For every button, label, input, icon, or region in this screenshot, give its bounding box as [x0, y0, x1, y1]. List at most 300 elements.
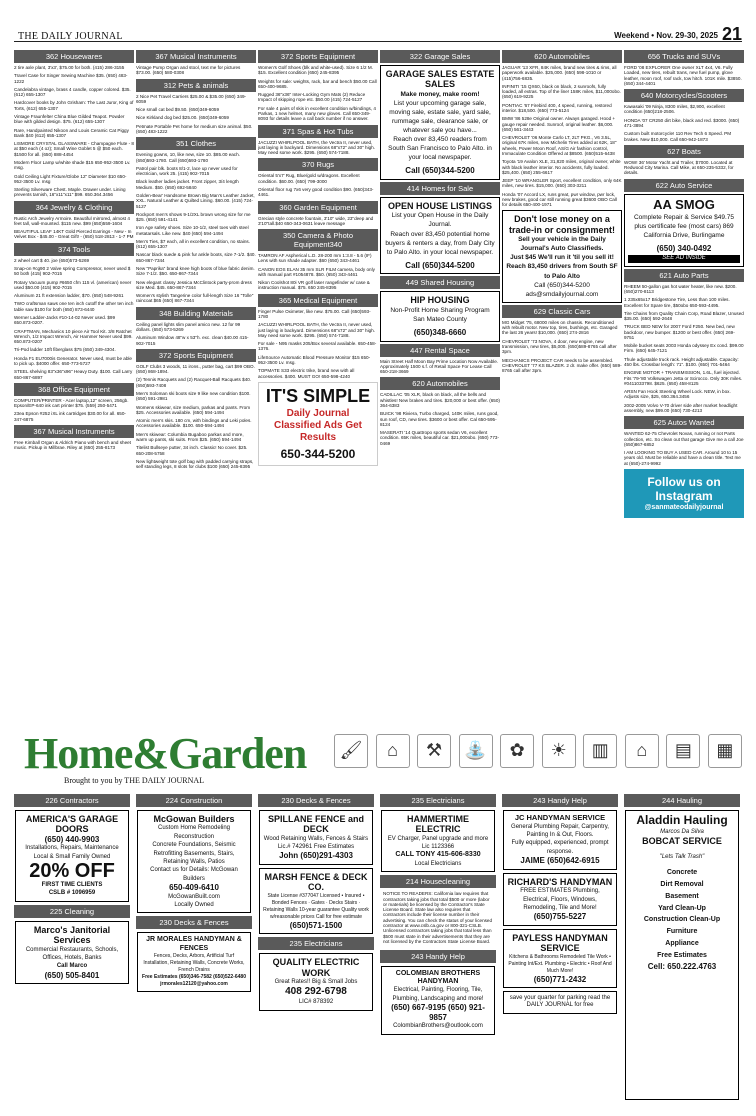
ad-deal: 20% OFF: [29, 860, 115, 883]
ad-phone: John (650)291-4303: [279, 851, 353, 861]
ad-text: State License #377047 Licensed • Insured • Bonded Fences · Gates · Decks Stairs · Retaining Walls 10-year guarantee Quality work w/reasonable prices Call for free estimate: [263, 892, 369, 920]
ad-list: [14, 216, 134, 240]
box-phone: (650)348-6660: [413, 327, 467, 337]
classified-ad: GOLF Clubs 3 woods, 11 irons., putter bag, cart $99 OBO. (650) 868-1894.: [136, 363, 255, 375]
section-header: 372 Sports Equipment: [136, 349, 256, 362]
ad-phone: (650) 440-9903: [44, 834, 100, 844]
quality-electric-ad: [259, 953, 373, 1010]
payless-handyman-ad: [503, 929, 617, 988]
classified-ad: Mobile bucket seats 2003 Honda odyssey Ex cond. $99.00 Firm. (650) 645-7121: [624, 343, 744, 354]
ad-list: [380, 392, 500, 446]
ad-call: Call Marco: [56, 963, 88, 970]
ad-list: [14, 440, 134, 451]
section-header: 235 Electricians: [380, 794, 496, 807]
ad-license: Lic 1123366: [421, 844, 455, 851]
classified-ad: PONTIAC '67 Firebird 400, 4 speed, running, restored interior. $18,500. (650) 773-5124: [502, 102, 612, 113]
ad-phone: Cell: 650.222.4763: [647, 962, 717, 972]
section-header: 627 Boats: [624, 145, 744, 158]
promo-phone: 650-344-5200: [280, 446, 356, 461]
classified-ad: Patrol pair blk. boots 8/1-2, lace up never used for electrician, work 25. (415) 902-7015: [136, 165, 238, 177]
aladdin-hauling-ad: [625, 810, 739, 1100]
classified-ad: JEEP '10 WRANGLER Sport, excellent condition, only 64K miles, new tires. $15,000. (650) 303-3211: [502, 178, 622, 189]
classified-ad: Weights for sale: weights, rack, bar and bench $50.00 Call 650-400-9685.: [258, 78, 377, 89]
classified-ad: BEAUTIFUL LEAF 14KT Gold Pierced Earrings - New - In Velvet Box - $45.00 - Great Gift! - (650) 518-2813 - 1-7 PM: [14, 229, 134, 240]
classified-ad: LifeSource Automatic Blood Pressure Monitor $15 650-952-3500 Lv. msg.: [258, 354, 371, 365]
classified-ad: Golden-Bear' Handsome Brown Big Man's Leather Jacket, XXL. Natural Leather & Quilted Lining. $60.00. (415) 724-5127: [136, 192, 255, 209]
classified-ad: FORD '08 EXPLORER One owner XLT 4x4, V6. Fully Loaded, new tires, rebuilt trans, new fuel pump, glove leather, moon roof, roof rack, tow hitch. 101K mile. $3850. (650) 344-4401: [624, 65, 742, 86]
section-header: 360 Garden Equipment: [258, 201, 378, 214]
instagram-handle: @sanmateodailyjournal: [644, 503, 724, 511]
classified-ad: 2002-2005 Volvo V-70 driver side after market headlight assembly, new $99.00 (650) 730-4213: [624, 402, 738, 413]
box-reach: Reach over 83,450 readers from South San Francisco to Palo Alto. in your local newspaper.: [388, 136, 492, 162]
ad-list: [502, 320, 622, 374]
ad-text: Commercial Restaurants, Schools, Offices, Hotels, Banks: [25, 946, 119, 961]
box-title: Don't lose money on a trade-in or consignment!: [508, 214, 615, 235]
page-header: [14, 24, 742, 44]
roof-icon: ⌂: [625, 734, 659, 768]
box-tag: SEE AD INSIDE: [628, 255, 740, 262]
promo-title: IT'S SIMPLE: [265, 385, 371, 406]
classified-ad: Gold Ceiling Light Fixture/Globe 12" Diameter $10 650-952-3500 Lv. msg: [14, 173, 127, 184]
classified-ad: Rustic Arch Jewelry Armoire. Beautiful mirrored, almost 4 feet tall, wall-mounted. $115 new. $99 (650)559-1604: [14, 215, 130, 226]
bottom-column-5: [502, 792, 618, 1108]
classified-ad: Rockport men's shows 9-1/2XL brown wrong size for me $25. (650) 591-4141: [136, 211, 251, 223]
ad-list: [14, 65, 134, 198]
ad-text: EV Charger, Panel upgrade and more: [387, 835, 489, 842]
classified-ad: Aluminum Window 48"w x 53"h. exc. clean $40.00 415-902-7015: [136, 335, 249, 346]
section-header: 656 Trucks and SUVs: [624, 50, 744, 63]
ad-list: [380, 359, 500, 375]
service-icons: [334, 734, 742, 772]
ad-phone: (650) 667-9195 (650) 921-9857: [391, 1002, 485, 1022]
ad-text: Great Rates!! Big & Small Jobs: [274, 979, 358, 986]
colombian-brothers-ad: [381, 966, 495, 1034]
section-header: 621 Auto Parts: [624, 269, 744, 282]
classified-ad: For sale 4 pairs of skis in excellent condition w/bindings, 4 Parkas, 1 new helmet, many new gloves. Call 650-349-8093 for details leave a call back number if no answer.: [258, 105, 376, 122]
classified-ad: CHEVROLET '73 NOVA, 4 door, new engine, new transmission, new tires, $5,000. (650)589-8765 call after 3pm.: [502, 338, 617, 355]
classified-ad: CADILLAC '05 XLR, black on black, all the bells and whistles! New brakes and tires. $20,000 or best offer. (650) 364-6383: [380, 392, 500, 408]
classified-ad: RHEEM 50-gallon gas hot water heater, like new. $200. (650)270-8113: [624, 283, 737, 294]
paint-roller-icon: ▤: [666, 734, 700, 768]
classified-ad: Womens skiwear, size medium, parkas and pants. From $25. Accessories available. (650) 594-1494: [136, 404, 251, 415]
ad-list: [136, 152, 256, 303]
instagram-promo[interactable]: [624, 469, 744, 518]
ad-list: [258, 140, 378, 156]
ad-list: [258, 173, 378, 197]
classified-ad: MASERATI '14 Quattropo sports sedan V6, excellent condition. 65K miles, beautiful car. $21,000obo. (650) 773-0469: [380, 430, 500, 446]
classified-ad: Evening gowns, 10, like new, size 10. $85.00 each. (650)593-1780. Call (650)593-1780: [136, 152, 240, 163]
classified-ad: Petmate Portable Pet home for medium size animal. $50. (650) 483-1222: [136, 123, 253, 134]
section-header: 367 Musical Instruments: [14, 425, 134, 438]
notice-to-readers: NOTICE TO READERS: California law requires that contractors taking jobs that total $500 or more (labor or materials) be licensed by the Contractor's State License Board. State law also requires that contractors include their license number in their advertising. You can check the status of your licensed contractor at www.cslb.ca.gov or 800-321-CSLB. Unlicensed contractors taking jobs that total less than $500 must state in their advertisements that they are not licensed by the Contractors State License Board.: [383, 891, 493, 944]
classified-ad: TWO craftsman saws one ten inch cutoff the other ten inch table saw $100 for both (650) 873-6440: [14, 301, 134, 312]
classified-ad: Titelist Bullseye putter, 34 inch. Classic! No cover. $25. 650-208-5758: [136, 445, 248, 456]
classified-ad: CHEVROLET '06 Monte Carlo LT, 2LT PKG., V6 3.5L, original 67K miles, new Michelin Tires added at 62K, 18" wheels, Power Moon Roof, AS/G Air fashion control, Immaculate Condition Offered at $8500. (650)515-6438: [502, 135, 617, 156]
column-2: [136, 48, 256, 722]
hammer-icon: ⚒: [417, 734, 451, 768]
box-reach: Reach over 83,450 potential home buyers & renters a day, from Daly City to Palo Alto. in your local newspaper.: [385, 230, 495, 256]
classified-ad: Vintage Pump Organ and stool, text me for pictures $73.00. (650) 580-0308: [136, 65, 241, 76]
page-number: 21: [721, 24, 742, 44]
classified-ad: 1 235x65x17 Bridgestone Tire, Less than 100 miles. Excellent for Spare tire, $50obo 650-593-4495.: [624, 297, 730, 308]
classified-ad: Iron Age safety shoes. Size 10-1/2, steel toes with steel metatarsals. Like new. $40 (650) 594-1494: [136, 225, 249, 236]
ad-email: ColombianBrothers@outlook.com: [393, 1023, 483, 1030]
ad-phone: 650-409-6410: [169, 883, 219, 893]
ad-title: COLOMBIAN BROTHERS HANDYMAN: [395, 970, 481, 986]
classified-ad: JAGUAR '13 XFR, 84K miles, brand new tires & rims, all paperwork available. $25,000. (650) 598-1010 or (415)756-6835.: [502, 65, 617, 81]
ad-text: Custom Home Remodeling Reconstruction: [157, 825, 231, 840]
section-header: 214 Housecleaning: [380, 875, 496, 888]
list-item: Basement: [665, 892, 699, 900]
classified-ad: Aluminum 21 ft extension ladder, $70. (650) 548-9261: [14, 293, 124, 299]
classified-ad: Rare, Handpainted Nikoon and Louis Ceramic Cat Piggy Bank $40 (612) 655-1307: [14, 127, 129, 138]
classified-ad: WANTED 62-75 Chevrolet Novas, running or not Parts collection, etc. So clean out that garage Give me a call Joe (650)867-6852: [624, 431, 744, 447]
section-header: 370 Rugs: [258, 158, 378, 171]
ad-title: JR MORALES HANDYMAN & FENCES: [146, 936, 242, 952]
section-header: 449 Shared Housing: [380, 276, 500, 289]
ad-text: Contact us for Details: McGowan Builders: [150, 867, 238, 882]
ad-title: McGowan Builders: [153, 814, 235, 824]
ad-deal-text: FIRST TIME CLIENTS: [41, 882, 103, 889]
list-item: Concrete: [666, 868, 698, 876]
box-phone: Call (650)344-5200: [405, 260, 475, 270]
classified-ad: Travel Case for Singer Sewing Machine $35. (650) 483-1222: [14, 73, 128, 84]
bottom-column-6: [624, 792, 740, 1108]
classified-ad: 23ea Epson #252 iXL ink cartridges $30.00 for all. 650-347-6875: [14, 411, 126, 422]
section-header: 372 Sports Equipment: [258, 50, 378, 63]
classified-ad: Nikon Coolshot 80i VR golf laser rangefinder w/ case & instruction manual. $75. 650 245-8395: [258, 280, 370, 291]
ad-text: Concrete Foundations, Seismic Retrofitting Basements, Stairs, Retaining Walls, Patios: [152, 842, 236, 865]
section-header: 230 Decks & Fences: [136, 916, 252, 929]
classified-ad: BMW '86 528e Original owner. Always garaged. Hood + gauge repair needed. Sunroof, original leather. $6,000. (650) 561-3443: [502, 116, 616, 132]
ad-title: JC HANDYMAN SERVICE: [514, 813, 606, 822]
ad-list: [258, 253, 378, 291]
ad-phone: (650)755-5227: [533, 912, 587, 922]
classified-ad: ARSN Fan Hook Steering Wheel Lock. NEW, in box. Adjusts size, $25, 650.364.3456: [624, 389, 731, 400]
ad-title: RICHARD'S HANDYMAN: [507, 876, 613, 887]
classified-ad: TRUCK BED NEW for 2007 Ford F250. New bed, new backdoor, new bumper. $1200 or best offer. (650) 269-9751: [624, 324, 735, 340]
classified-ad: Custom built motorcycle! 110 Rev Tech 6 Speed. PM brakes. New $10,000. Call 650-942-1873: [624, 131, 732, 142]
box-title: OPEN HOUSE LISTINGS: [387, 201, 492, 212]
box-title: AA SMOG: [653, 196, 715, 212]
ad-text: Installations, Repairs, Maintenance: [25, 845, 119, 852]
column-1: [14, 48, 134, 722]
ad-list: [624, 65, 744, 86]
hammertime-ad: [381, 810, 495, 872]
ad-subtitle: Marcos Da Silva: [660, 828, 704, 835]
ad-website: McGowanBuilt.com: [168, 893, 220, 900]
classified-ad: Nice small cat bed $9.50. (650)349-6059: [136, 107, 219, 113]
classified-ad: Women's stylish Tangerine color full-length Size 16 "Tolle" raincoat $65 (650) 867-7344: [136, 293, 254, 304]
aa-smog-box: [624, 194, 744, 267]
classified-ad: New lightweight tote golf bag with padded carrying straps, self standing legs, 8 slots for clubs $100 (650) 245-8395: [136, 458, 254, 470]
faucet-icon: ⛲: [459, 734, 493, 768]
bottom-column-3: [258, 792, 374, 1108]
classified-ad: Thule adjustable truck rack. Height adjustable. Capacity: 450 lbs. Crossbar length: 71". $100. (650) 701-5464: [624, 356, 739, 368]
classified-ad: Candelabra vintage, brass 4 candle, copper colored. $35. (612) 655-1307: [14, 86, 131, 98]
section-header: 225 Cleaning: [14, 905, 130, 918]
classified-ad: Rugged 36"x36" Inter-Locking Gym Mats (2) Reduce Impact of skipping rope etc. $50.00 (415) 724-5127: [258, 92, 366, 103]
box-body: List your Open House in the Daily Journal.: [391, 212, 489, 229]
ad-list: [14, 398, 134, 422]
classified-ad: BUICK '98 Riviera, Turbo charged, 140K miles, runs good, sun roof, CD, new tires. $3600 or best offer. Cal 650-595-8124: [380, 411, 499, 427]
box-subtitle: Non-Profit Home Sharing Program: [390, 306, 490, 314]
ad-text: Fully equipped, experienced, prompt response.: [511, 840, 609, 855]
classified-ad: 2 wheel cart $ 40. joe (650)573-5269: [14, 257, 90, 263]
classified-ad: Atomic men's skis. 180 cm, with bindings and Leki poles. Accessories available. $100. 650-594-1494: [136, 418, 252, 429]
mcgowan-builders-ad: [137, 810, 251, 913]
classified-ad: Tire Chains from Quality Chain Corp, Road Blazer, Unused $35.00. (650) 592-2648: [624, 310, 744, 322]
classified-ad: INFINITI '15 QX60, black on black, 2 sunroofs, fully loaded, all extras. Top of the line! 158K miles, $11,000obo. (650) 619-9225: [502, 83, 621, 100]
classified-ad: Kawasaki '09 Ninja, 8300 miles, $2,900, excellent condition (650)218-2506.: [624, 104, 725, 115]
section-header: 364 Jewelry & Clothing: [14, 201, 134, 214]
bottom-column-4: [380, 792, 496, 1108]
section-header: 351 Clothes: [136, 137, 256, 150]
save-quarter-ad: save your quarter for parking read the DAILY JOURNAL for free: [503, 991, 617, 1013]
bulb-icon: ☀: [542, 734, 576, 768]
classified-ad: Rotary Vacuum pump #6650 cfm 115 vl. (american) never used $50.00 (415) 902-7015: [14, 279, 132, 290]
classified-ad: For sale - N95 masks 205/Box several available. 650-458-1376.: [258, 341, 377, 352]
box-body: Complete Repair & Service $49.75 plus certificate fee (most cars) 869 California Drive, Burlingame: [633, 213, 735, 239]
section-header: 348 Building Materials: [136, 307, 256, 320]
janitorial-ad: [15, 921, 129, 984]
ad-title: SPILLANE FENCE and DECK: [267, 814, 364, 835]
classified-ad: 2 tire axle plant, 3'x3', $75.00 for both. (415) 286-3155: [14, 65, 125, 70]
classified-ad: Men's Ties, $7 each, all in excellent condition, no stains. (612) 655-1307: [136, 238, 250, 250]
auto-sell-box: [502, 210, 622, 302]
garage-sales-box: [380, 65, 500, 180]
box-price: Just $45 We'll run it 'til you sell it!: [510, 254, 614, 262]
fence-icon: ▥: [583, 734, 617, 768]
classified-ad: Oriental 5'x7' Rug, Blue/gold w/dragons. Excellent condition. $60.00. (650) 799-3000: [258, 173, 360, 184]
section-header: 367 Musical Instruments: [136, 50, 256, 63]
box-body: Sell your vehicle in the Daily Journal's Auto Classifieds.: [518, 236, 606, 253]
ad-list: [258, 216, 378, 227]
ad-phone: JAIME (650)642-6915: [520, 856, 600, 866]
classified-ad: STEEL shelving 83"x36"x96" Heavy Duty. $100. Call Larry 650-867-6897: [14, 369, 133, 380]
classified-ad: Oriental floor rug 7x6 very good condition $90. (650)343-4461.: [258, 186, 374, 198]
paintbrush-icon: 🖌: [334, 734, 368, 768]
bottom-column-2: [136, 792, 252, 1108]
classified-ad: Werner Ladder-Jacks #10-14-02 Never used. $99 650.873-0207.: [14, 315, 116, 326]
ad-list: [624, 160, 744, 176]
classified-ad: Ceiling panel lights slim panel amico new. 12 for 99 dollars. (650) 573-5269: [136, 321, 241, 332]
classified-ad: TAMRON AF Aspherical L.D. 28-200 mm 1:3.8 - 5.6 (IF) Lens with sun shade adapter. $60 (650) 343-4461: [258, 253, 372, 264]
ad-list: [136, 94, 256, 135]
ad-list: [136, 364, 256, 470]
classified-ad: New "Paprika" brand knee high boots of blue fabric denim. Size 7-1/2. $50. 650-867-7344: [136, 266, 255, 277]
classified-ad: LISMORE CRYSTAL GLASSWARE - Champagne Flute - 8 at $50 each (4 oz); Small Wine Goblet 5 @ $50 each. $1500 for all. (650) 888-4454: [14, 141, 134, 157]
classified-ad: Tri-Pod ladder 10ft fiberglass $75 (650) 349-4304.: [14, 347, 116, 353]
promo-text: Daily Journal Classified Ads Get Results: [274, 407, 362, 443]
section-header: 622 Auto Service: [624, 179, 744, 192]
window-icon: ▦: [708, 734, 742, 768]
classified-ad: Vintage Fraunfelter China Blue Gilded Teapot. Powder blue with gilded design. $75. (612) 655-1307: [14, 113, 125, 125]
bottom-column-1: [14, 792, 130, 1108]
ad-title: HAMMERTIME ELECTRIC: [407, 814, 469, 835]
list-item: Appliance: [665, 940, 699, 948]
classified-ad: Snap-on #cg90 2 Valve spring Compressor, never used $ 50 both (415) 902-7015: [14, 266, 131, 277]
promo-box: [258, 382, 378, 466]
section-header: 374 Tools: [14, 243, 134, 256]
classified-ad: WOW! 36' Motor Yacht and Trailer, $7000. Located at Redwood City Marina. Call Mike, at 650-235-5332, for details.: [624, 159, 734, 176]
open-house-box: [380, 197, 500, 274]
section-header: 350 Camera & Photo Equipment340: [258, 229, 378, 251]
classified-ad: ENGINE MOTOR + TRANSMISSION, 1.6L, fuel injected. Fits '79-'80 Volkswagen Jetta or Scirocco. Only 30K miles. #0411033798. $625. (650) 458-8125: [624, 370, 743, 386]
section-header: 235 Electricians: [258, 937, 374, 950]
ad-list: [136, 322, 256, 346]
box-phone: Call (650)344-5200 ads@smdailyjournal.com: [525, 281, 599, 298]
section-header: 244 Hauling: [624, 794, 740, 807]
ad-text: Locally Owned: [174, 902, 214, 909]
ad-title: PAYLESS HANDYMAN SERVICE: [512, 932, 608, 954]
hip-housing-box: [380, 291, 500, 341]
ad-phone: (650) 505-8401: [44, 970, 100, 980]
classified-ad: Women's Golf Shoes (blk and white-used). Size 6 1/2 M. $15. Excellent condition (650) 245-8395: [258, 65, 373, 76]
ad-text: Electrical, Painting, Flooring, Tile, Plumbing, Landscaping and more!: [392, 987, 484, 1002]
ad-phone: (650)571-1500: [289, 920, 343, 930]
jr-morales-ad: [137, 932, 251, 991]
box-title: GARAGE SALES ESTATE SALES: [385, 69, 495, 90]
classified-ad: JACUZZI WHIRLPOOL BATH, the Vectra II, never used, just laying in backyard. Dimensions 68"x72" and 30" high. May need some work. $295. (650) 574-7188.: [258, 139, 375, 156]
ad-text: Local & Small Family Owned: [33, 853, 111, 860]
list-item: Construction Clean-Up: [643, 916, 721, 924]
classified-ad: Free Kimball Organ & Aldrich Piano with bench and sheet music. Pickup in Millbrae. Riley at (650) 255-8173: [14, 439, 131, 451]
paper-name: THE DAILY JOURNAL: [18, 31, 123, 42]
ad-list: [258, 309, 378, 379]
classified-ad: New elegant classy Jessica McClintock party-prom dress size Med. $45. 650-867-7344: [136, 279, 252, 290]
box-title: HIP HOUSING: [410, 295, 470, 306]
box-phone: Call (650)344-5200: [405, 166, 475, 176]
spillane-ad: [259, 810, 373, 865]
classified-ad: Honda '07 Accord LX, runs great, pwr window, pwr lock, new brakes, good car still running great $3600 OBO Call for details 650-400-1971: [502, 191, 617, 208]
section-header: 243 Handy Help: [502, 794, 618, 807]
section-header: 243 Handy Help: [380, 950, 496, 963]
box-body: San Mateo County: [413, 315, 467, 323]
ad-text: Kitchens & Bathrooms Remodeled Tile Work • Painting Int/Ext. Plumbing • Electric • Roof And Much More!: [508, 953, 612, 974]
ad-list: [502, 65, 622, 207]
box-subtitle: Make money, make room!: [400, 90, 480, 98]
classified-ad: HONDA '07 CR250 dirt bike, black and red. $3000. (650) 471-3894: [624, 117, 740, 128]
classified-ad: I AM LOOKING TO BUY A USED CAR. Around 10 to 15 years old. Must be reliable and have a clean title. Text me at (650)-274-9992: [624, 450, 741, 466]
classified-ad: Sterling Silverware Chest. Maple. Drawer under. Lining prevents tarnish, 16"x11"x11" $99. 650.364.3456: [14, 187, 126, 198]
classified-ad: Main Street Half Moon Bay Prime Location Now Available. Approximately 1500 s.f. of Retail Space For Lease Call 650-218-3669: [380, 358, 499, 375]
garage-doors-ad: [15, 810, 129, 902]
jc-handyman-ad: [503, 810, 617, 870]
section-header: 322 Garage Sales: [380, 50, 500, 63]
section-header: 362 Housewares: [14, 50, 134, 63]
column-6: [624, 48, 744, 722]
classified-ad: CRAFTMAN, Mechanics 10 piece Air Tool Kit. 3/8 Ratchet Wrench, 1/2 Impact Wrench, Air Hammer Never used $99. 650.873-0207: [14, 328, 133, 345]
ad-title: Marco's Janitorial Services: [33, 924, 111, 946]
section-header: 230 Decks & Fences: [258, 794, 374, 807]
ad-list: [624, 104, 744, 142]
classified-ad: Men's skiwear: Columbia Bugaboo parkas and more, warm up pants, ski suits. From $25. (650) 594-1494: [136, 431, 244, 442]
section-header: 625 Autos Wanted: [624, 416, 744, 429]
box-phone: (650) 340-0492: [656, 243, 712, 253]
classified-ad: (2) Tennis Racquets and (2) Racquet-Ball Racquets $40. (650)593-7408: [136, 377, 252, 388]
section-header: 629 Classic Cars: [502, 305, 622, 318]
section-header: 368 Office Equipment: [14, 383, 134, 396]
ad-text: General Plumbing Repair, Carpentry, Painting In & Out, Floors.: [511, 823, 609, 839]
ad-list: [624, 431, 744, 466]
section-header: 620 Automobiles: [380, 377, 500, 390]
ad-subtitle: BOBCAT SERVICE: [642, 836, 722, 847]
section-header: 224 Construction: [136, 794, 252, 807]
list-item: Yard Clean-Up: [658, 904, 706, 912]
ad-text: FREE ESTIMATES Plumbing, Electrical, Floors, Windows, Remodeling, Tile and More!: [520, 888, 600, 911]
classified-ad: Hardcover books by John Grisham: The Last Juror, King of Torts, (612) 655-1307: [14, 100, 134, 111]
section-header: 226 Contractors: [14, 794, 130, 807]
classified-ad: MG Midget '75, 68000 miles on chassis. Reconditioned with rebuilt motor. New top, tires, bushings, etc. Garaged the last 26 years! $10,000. (650) 274-2816: [502, 319, 618, 336]
marsh-fence-ad: [259, 868, 373, 934]
ad-list: [258, 65, 378, 122]
ad-list: [136, 65, 256, 76]
ad-text: Wood Retaining Walls, Fences & Stairs Lic.# 742961 Free Estimates: [263, 835, 369, 851]
ad-slogan: "Lets Talk Trash": [659, 853, 705, 860]
ad-title: MARSH FENCE & DECK CO.: [264, 872, 368, 893]
list-item: Furniture: [666, 928, 698, 936]
classified-ad: TOPMATE S33 electric trike, brand new with all accessories. $400. MUST GO! 650-598-4240: [258, 368, 355, 379]
ad-text: Local Electricians: [414, 860, 462, 867]
home-garden-banner: [14, 728, 742, 788]
classified-ad: MECHANICS PROJECT CAR needs to be assembled. CHEVROLET '77 KS BLAZER. 2 dr. make offer. (650) 589-8765 call after 3pm.: [502, 357, 622, 374]
section-header: 365 Medical Equipment: [258, 294, 378, 307]
home-garden-logo: Home&Garden: [24, 729, 307, 778]
section-header: 640 Motorcycles/Scooters: [624, 89, 744, 102]
classified-ad: COMPUTER/PRINTER - Acer laptop,12" screen, 256gb. Epson/EP-640 ink cart printer $75. (559) 250-5471: [14, 397, 129, 409]
column-4: [380, 48, 500, 722]
box-body: List your upcoming garage sale, moving sale, estate sale, yard sale, rummage sale, clearance sale, or whatever sale you have...: [389, 99, 491, 135]
ad-license: CSLB # 1096959: [48, 890, 96, 897]
classified-ad: Toyota '19 Avalon XLE, 31,820 miles, original owner, white with black leather interior. No accidents, fully loaded. $25,400. (650) 255-6617: [502, 159, 621, 175]
ad-list: [14, 258, 134, 380]
classified-ad: Honda F1 EU7000is Generator. Never used, must be able to pick up. $4000 offer. 650-773-5727: [14, 355, 132, 366]
classified-ad: Nascar black suede & pink fur ankle boots, size 7-1/2. $40. 650-867-7344: [136, 252, 256, 263]
box-reach: Reach 83,450 drivers from South SF to Palo Alto: [506, 263, 618, 280]
section-header: 312 Pets & animals: [136, 79, 256, 92]
section-header: 414 Homes for Sale: [380, 182, 500, 195]
ad-title: Aladdin Hauling: [636, 813, 728, 827]
list-item: Free Estimates: [657, 952, 707, 960]
ad-phone: 408 292-6798: [285, 986, 347, 998]
classified-ad: Finger Pulse Oximeter, like new. $75.00. Call (650)593-1780: [258, 308, 371, 320]
ad-phone: (650)771-2432: [533, 974, 587, 984]
banner-tagline: Brought to you by THE DAILY JOURNAL: [64, 776, 205, 785]
classified-ad: Grecian style concrete fountain, 3'10" wide, 23"deep and 3'10"tall.$40 650-343-0631 leave message: [258, 215, 374, 226]
classified-ad: Black leather ladies jacket. Front zipper, 3/4 length Medium. $50. (650) 692-5840: [136, 179, 239, 190]
richards-handyman-ad: [503, 873, 617, 926]
ad-phone: CALL TONY 415-606-8330: [395, 851, 481, 859]
column-3: [258, 48, 378, 722]
ad-text: Fences, Decks, Arbors, Artificial Turf Installation, Retaining Walls, Concrete Works, French Drains: [143, 952, 245, 973]
classified-ad: Modern Floor Lamp w/white shade $15 650-952-3500 Lv. msg.: [14, 159, 131, 171]
classified-ad: Nice Kirkland dog bed $25.00. (650)349-6059: [136, 115, 229, 121]
section-header: 620 Automobiles: [502, 50, 622, 63]
ad-license: LIC# 878392: [298, 999, 334, 1006]
hauling-list: [629, 867, 735, 962]
house-icon: ⌂: [376, 734, 410, 768]
classified-ad: CANON EOS ELAN 35 mm SLR FILM camera, body only with manual part #1054878. $50. (650) 343-4461: [258, 266, 375, 277]
ad-list: [624, 284, 744, 414]
classified-ad: JACUZZI WHIRLPOOL BATH, the Vectra II, never used, just laying in backyard. Dimensions 68"x72" and 30" high. May need some work. $295. (650) 574-7188.: [258, 322, 375, 338]
classified-ad: Men's Soloman ski boots size 9 like new condition $100. (650) 591-2981: [136, 390, 251, 402]
section-header: 371 Spas & Hot Tubs: [258, 125, 378, 138]
column-5: [502, 48, 622, 722]
list-item: Dirt Removal: [660, 880, 704, 888]
issue-date: Weekend • Nov. 29-30, 2025: [614, 31, 718, 40]
ad-title: AMERICA'S GARAGE DOORS: [25, 814, 119, 835]
